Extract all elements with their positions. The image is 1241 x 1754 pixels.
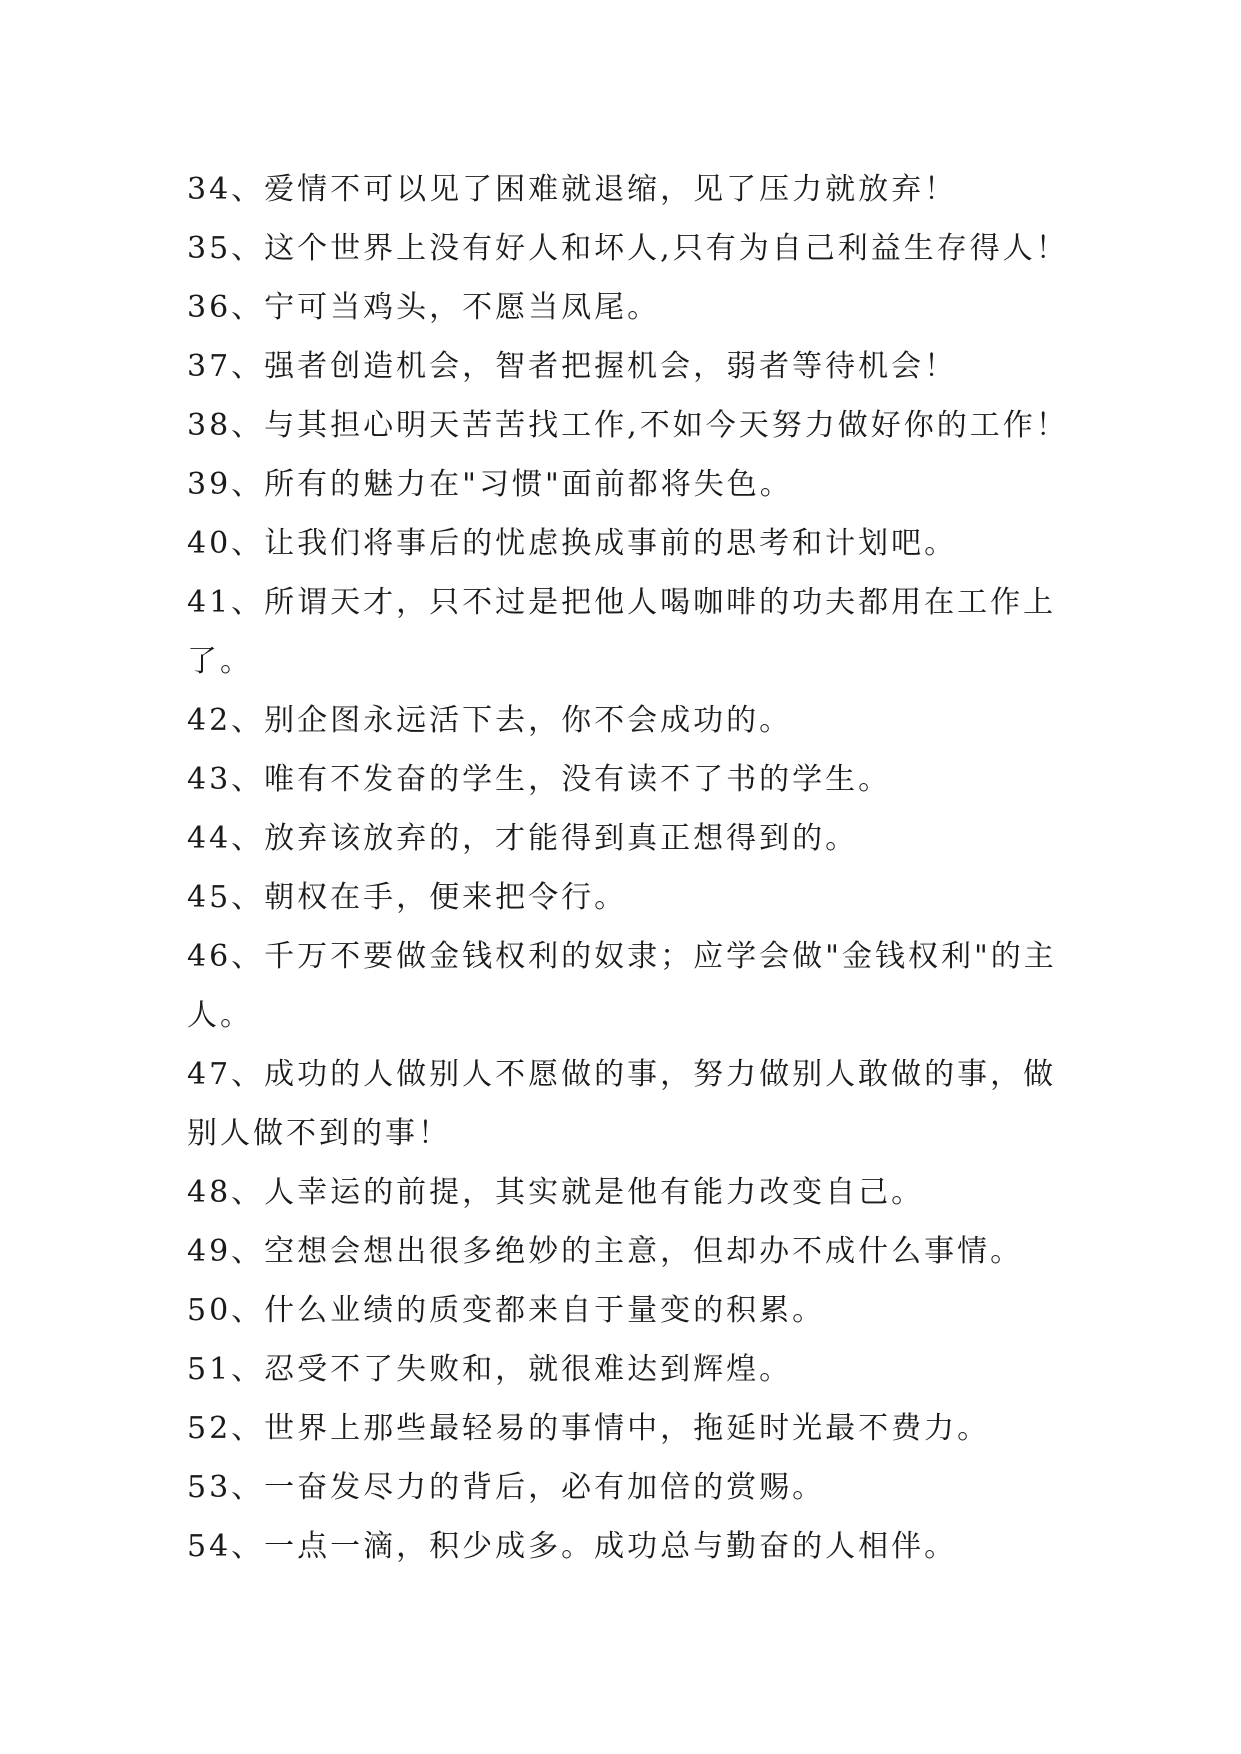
text-line: 35、这个世界上没有好人和坏人,只有为自己利益生存得人！ [187,231,1069,266]
text-line: 41、所谓天才，只不过是把他人喝咖啡的功夫都用在工作上 [187,585,1057,620]
text-line: 了。 [187,644,253,679]
text-line: 53、一奋发尽力的背后，必有加倍的赏赐。 [187,1470,826,1505]
text-line: 51、忍受不了失败和，就很难达到辉煌。 [187,1352,793,1387]
text-line: 人。 [187,998,253,1033]
text-line: 36、宁可当鸡头，不愿当凤尾。 [187,290,661,325]
text-line: 46、千万不要做金钱权利的奴隶；应学会做"金钱权利"的主 [187,939,1057,974]
text-line: 43、唯有不发奋的学生，没有读不了书的学生。 [187,762,892,797]
text-line: 45、朝权在手，便来把令行。 [187,880,628,915]
text-line: 44、放弃该放弃的，才能得到真正想得到的。 [187,821,859,856]
text-line: 52、世界上那些最轻易的事情中，拖延时光最不费力。 [187,1411,991,1446]
text-line: 39、所有的魅力在"习惯"面前都将失色。 [187,467,793,502]
text-line: 34、爱情不可以见了困难就退缩，见了压力就放弃！ [187,172,958,207]
text-line: 别人做不到的事！ [187,1116,451,1151]
document-body [187,160,1067,1576]
text-line: 40、让我们将事后的忧虑换成事前的思考和计划吧。 [187,526,958,561]
text-line: 49、空想会想出很多绝妙的主意，但却办不成什么事情。 [187,1234,1024,1269]
text-line: 48、人幸运的前提，其实就是他有能力改变自己。 [187,1175,925,1210]
text-line: 42、别企图永远活下去，你不会成功的。 [187,703,793,738]
text-line: 38、与其担心明天苦苦找工作,不如今天努力做好你的工作！ [187,408,1069,443]
text-line: 50、什么业绩的质变都来自于量变的积累。 [187,1293,826,1328]
text-line: 54、一点一滴，积少成多。成功总与勤奋的人相伴。 [187,1529,958,1564]
text-line: 47、成功的人做别人不愿做的事，努力做别人敢做的事，做 [187,1057,1057,1092]
text-line: 37、强者创造机会，智者把握机会，弱者等待机会！ [187,349,958,384]
